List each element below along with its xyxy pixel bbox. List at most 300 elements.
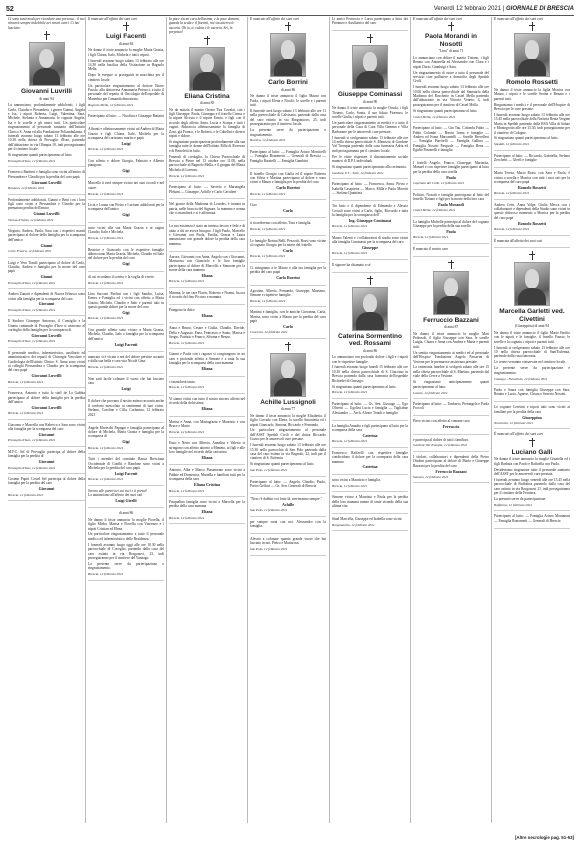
cross-icon — [204, 36, 211, 45]
cross-icon — [529, 438, 536, 447]
notice-text: Mimma, le tue care Flavio, Roberto e Noemi, ha ora il ricordo del fino Piccino e mamma. — [169, 290, 245, 300]
notice-text: È mancato il nostro caro — [413, 246, 449, 251]
obituary-notice — [8, 319, 85, 348]
notice-signature-name: Luigi Girelli — [115, 497, 137, 503]
notice-text: Lo annunciano con profondo dolore i figli e i nipoti con le rispettive famiglie. — [332, 355, 408, 364]
notice-text: Le famiglie Borina Belli, Pezzotti, Rossi sono vicine al cognato Giorgio per la morte del fratello — [250, 238, 326, 248]
notice-place-date: Brescia, 12 febbraio 2021 — [332, 483, 368, 488]
notice-text: I funerali si svolgeranno sabato 13 febbraio alle ore 10 nella chiesa parrocchiale di Sant'Eufemia, partendo dalla casa funeraria. — [494, 345, 570, 359]
obituary-notice — [169, 420, 245, 439]
notice-signature-name: Carlo Borrini — [276, 185, 300, 191]
obituary-notice — [250, 172, 326, 201]
obituary-notice — [88, 181, 164, 200]
deceased-name: Eliana Cristina — [184, 92, 230, 100]
obituary-notice — [494, 171, 570, 200]
notice-text: Le cognate Ceresini e nipoti tutti sono vicini ai familiari per la perdita della cara — [494, 405, 570, 414]
cross-icon — [367, 34, 374, 43]
notice-place-date: Spedali, 12 febbraio 2021 — [494, 142, 530, 147]
notice-place-date: Brescia, 12 febbraio 2021 — [88, 445, 124, 450]
obituary-notice — [8, 423, 85, 447]
obituary-notice — [332, 236, 408, 260]
obituary-notice — [494, 251, 570, 384]
obituary-column — [166, 17, 247, 823]
notice-text: Ne danno il triste annuncio la moglie Maria Grazia, i figli Chiara, Italo, Michela e tutti i nipoti. — [88, 48, 164, 57]
obituary-notice — [169, 308, 245, 323]
notice-text: Con affetto e dolore Giorgio, Fabrizio e Alberto piangono — [88, 158, 164, 168]
notice-text: Ne danno il triste annuncio la moglie Fiorella, il figlio Mirko, Marisa e Fiorella con Vincenzo e i nipoti Cristian ed Elena. — [88, 517, 164, 531]
notice-text: Mauro Valenti e i collaboratori di studio sono vicini alla famiglia Cominassi per la scomparsa del caro — [332, 235, 408, 245]
obituary-notice — [169, 468, 245, 497]
notice-text: Lina Sacconi Paolini con i figli Sandro, Luisa, Ermes e Famiglia ed i vicini con affetto a Maria Grazia, Michela, Claudio e Italo e parenti tutti in questo grande dolore per la morte del caro — [88, 291, 164, 310]
notice-place-date: Brescia, 12 febbraio 2021 — [88, 236, 124, 241]
notice-text: Il fratello Giorgio con Giulia ed il nipote Roberto con Silvia e Martina partecipano al dolore e sono vicini a Mauro e famiglia per la perdita del caro — [250, 171, 326, 185]
notice-place-date: Brescia, 12 febbraio 2021 — [169, 340, 205, 345]
notice-text: Partecipano al lutto: — Gs. Sen. Gussago — Ugo Olivetti — Ugolini Lucia e famiglia — Tagliabue Alessandro — Arch. Alvaro Tonoli e famiglia — [332, 401, 408, 415]
deceased-name: Carlo Borrini — [268, 79, 308, 87]
notice-place-date: Gardone V.T. - Salò, 12 febbraio 2021 — [332, 171, 384, 175]
notice-place-date: Brescia, 12 febbraio 2021 — [169, 385, 205, 390]
notice-signature-name: Gianni — [40, 242, 53, 248]
notice-place-date: Provaglio d'Iseo, 12 febbraio 2021 — [8, 307, 56, 312]
notice-text: Enzo e Nerio con Alberto, Annalisa e Valerio si stringono con affetto attorno a Mimmo, ai figli e alle loro famiglie nel ricordo della carissima — [169, 441, 245, 455]
notice-text: "Non c'è dubbio voi foste là, rinvieranno sempre." — [250, 496, 323, 501]
notice-text: Il funerale avrà luogo sabato 13 febbraio alle ore 11 nella parrocchiale di Calvisano, partendo dalla casa del caro estinto in via Borgonuovo, 25, indi proseguiranno per il cimitero locale. — [250, 109, 326, 127]
obituary-notice — [88, 426, 164, 455]
obituary-notice — [88, 275, 164, 289]
notice-place-date: Brescia, 12 febbraio 2021 — [8, 379, 44, 384]
notice-signature-name: Eliana — [201, 406, 213, 412]
obituary-notice — [169, 326, 245, 349]
deceased-age: (Giuseppina) di anni 94 — [514, 324, 550, 329]
notice-text: La presente serve da partecipazione e ringraziamento. — [250, 128, 326, 137]
notice-text: La cerimonia funebre si svolgerà sabato alle ore 15 nella chiesa parrocchiale di S. Martino, partendo dal viale della Cerve a Vestone. — [413, 365, 489, 379]
obituary-notice — [88, 399, 164, 422]
notice-quote: In pace sia mi cara bellissima, e la pace donami, guarda la scala e il fiorenti, noi sia atterra le ascoria. Oh io, ti, valeta e le ascoria. Sei, in perpetuo! — [169, 17, 240, 35]
page-header — [6, 3, 574, 16]
notice-quote: Sereno alle pareti nei sui voci e ti portai! — [88, 488, 148, 493]
obituary-notice — [88, 248, 164, 272]
obituary-notice — [413, 419, 489, 434]
notice-text: ci mancherà tanto. — [169, 379, 196, 384]
notice-place-date: Brescia, 12 febbraio 2021 — [494, 191, 530, 196]
notice-text: Andrea Cerri, Anna Volpe, Giulia Mecca con i collaboratori e dipendenti della Studio sono vicini in questo doloroso momento a Monica per la perdita del caro papà — [494, 202, 570, 220]
notice-place-date: Brescia, 12 febbraio 2021 — [332, 224, 368, 229]
notice-text: Francesco Raffaelli con rispettive famiglie condividono il dolore per la scomparsa della cara mamma — [332, 450, 408, 464]
notice-signature-name: Gigi — [122, 167, 130, 173]
notice-text: Gianni e Paola con i ragazzi si congiungono in un caro e profondo affetto a Simone e a tutta la sua famiglia per la scomparsa della cara mamma — [169, 352, 245, 366]
notice-text: Ne danno il triste annuncio la moglie Mari Pedersoli, il figlio Giuseppe con Sara, le sorelle Luigia, Chiara e Anna con Andrea e Marta e parenti tutti. — [413, 331, 489, 349]
notice-text: Un ringraziamento di cuore a tutto il personale del servizio cure palliative a domicilio degli Spedali Civili. — [413, 70, 489, 84]
notice-text: La famiglia Amadio e figli partecipano al lutto per la scomparsa della cara — [332, 423, 408, 432]
page-number: 52 — [6, 5, 14, 13]
obituary-notice — [413, 247, 489, 257]
notice-text: I funerali avranno luogo sabato 13 febbraio alle ore 14.30 nella basilica della Visitazione in Bagnolo Mella. — [88, 58, 164, 72]
obituary-notice — [169, 380, 245, 394]
notice-place-date: Borzano, 12 febbraio 2021 — [8, 186, 45, 191]
obituary-notice — [332, 204, 408, 233]
notice-text: Angela Moreschi Papagni e famiglia partecipano al dolore di Michela, Maria Grazia e famiglia per la scomparsa di — [88, 425, 164, 439]
notice-signature-name: Eliana — [201, 312, 213, 318]
portrait-photo — [189, 47, 225, 91]
notice-signature-name: Eliana — [201, 366, 213, 372]
notice-text: Ringraziamo i medici e il personale dell'Hospice di Brescia per le cure prestate. — [494, 102, 570, 112]
obituary-notice — [8, 450, 85, 474]
notice-text: Partecipano al lutto: — Famiglia Arturo Montanari — Famiglia Bonometti — Generali di Brescia — [494, 514, 570, 523]
notice-text: Il signore ha chiamato a sé — [332, 262, 371, 267]
obituary-notice — [88, 355, 164, 374]
obituary-notice — [494, 17, 570, 151]
notice-place-date: Brescia, 12 febbraio 2021 — [494, 227, 530, 232]
obituary-column — [247, 17, 328, 823]
notice-text: La presente serve da partecipazione e ringraziamento. — [494, 366, 570, 375]
obituary-notice — [88, 127, 164, 156]
notice-text: mancato sì è vicino a noi del dolore persiste accanto e dalla sua bella e cara vita Nicolé Gina. — [88, 355, 164, 364]
obituary-notice — [250, 239, 326, 263]
notice-text: Piangono la dolce — [169, 307, 195, 312]
notice-signature-name: Giovanni Luvrilli — [31, 404, 62, 410]
deceased-name: Luciano Galli — [511, 448, 553, 456]
notice-text: I funerali avranno luogo lunedì 15 febbraio alle ore 10.30 nella chiesa parrocchiale di S. Giacomo in Brescia partendo dalla casa funeraria dell'ospedale Richiedei di Gussago. — [332, 365, 408, 383]
notice-text: Ne danno il triste annuncio il figlio Mauro con Paola, i nipoti Elena e Nicolò, le sorelle e i parenti tutti. — [250, 94, 326, 108]
notice-place-date: Concesio, 12 febbraio 2021 — [250, 330, 288, 335]
notice-text: Vi siamo vicini con tutto il nostro sincero affetto nel ricordo della dolcissima — [169, 396, 245, 406]
obituary-notice — [8, 198, 85, 227]
notice-text: sono vicini a Maurizio e famiglia. — [332, 477, 381, 482]
obituary-notice — [88, 328, 164, 352]
notice-text: Un particolare ringraziamento ai medici e a tutto il personale della Casa di Cura Villa Gemma e Villa Barbarano per le amorevoli cure prestate. — [332, 120, 408, 134]
obituary-notice — [88, 511, 164, 580]
deceased-age: di anni 87 — [443, 325, 459, 330]
notice-text: Luigi e Vera Tonoli partecipano al dolore di Carlo, Claudio, Andrea e famiglia per la morte del caro papà — [8, 260, 85, 274]
notice-text: Affranti e affettuosamente vicini ad Andrea di Maria Grazia e figli Chiara, Italo, Michela per la scomparsa del carissimo marito e papà — [88, 127, 164, 140]
notice-place-date: Nuvolento, 12 febbraio 2021 — [494, 420, 533, 425]
notice-text: Profondamente addolorati, Gianni e Betti con i loro figli sono vicini a Piersandrea e Claudio per la prematura perdita dell'amico — [8, 197, 85, 211]
notice-text: Per le visite rispettare il distanziamento sociale munirsi di D.P.I. individuali. — [332, 154, 408, 164]
notice-place-date: Provaglio d'Iseo, 12 febbraio 2021 — [8, 465, 56, 470]
deceased-name: Giuseppe Cominassi — [337, 91, 403, 99]
deceased-age: di anni 85 — [199, 101, 215, 106]
deceased-age: "Lina" di anni 71 — [438, 49, 464, 54]
notice-text: Ne danno il triste annuncio il figlio Mario Emilio con le nipoti e le famiglie, il fratello Fausto, le sorelle e la cognata, i nipoti e parenti tutti. — [494, 330, 570, 344]
notice-text: Politico, Nosotti e famiglia partecipano al lutto del fratello Tiziano e figli per la morte della loro cara — [413, 192, 489, 201]
notice-text: Andrea Zanotti e dipendenti di Nuova Erbusco sono vicini alla famiglia per la scomparsa del caro — [8, 292, 85, 301]
notice-place-date: Brescia, 12 febbraio 2021 — [332, 251, 368, 256]
notice-place-date: Provaglio d'Iseo, 12 febbraio 2021 — [8, 438, 56, 443]
obituary-notice — [250, 520, 326, 534]
deceased-age: di anni 94 — [39, 96, 54, 101]
cross-icon — [529, 251, 536, 260]
obituary-column — [6, 17, 87, 823]
notice-place-date: Sarezzo, 12 febbraio 2021 — [413, 474, 449, 479]
obituary-notice — [332, 17, 408, 31]
notice-place-date: Provaglio d'Iseo, 12 febbraio 2021 — [8, 339, 56, 344]
notice-text: Si ringraziano quanti parteciperanno al lutto. — [494, 136, 559, 141]
notice-text: Partecipano al lutto: — Umberto, Pierangela e Paola Foccoli — [413, 401, 489, 411]
notice-quote: Il mancato all'affetto dei suoi cari — [88, 17, 137, 21]
obituary-notice — [8, 229, 85, 258]
obituary-notice — [332, 478, 408, 492]
deceased-name: Paola Morandi in Nosotti — [424, 33, 477, 48]
notice-text: Agostino, Alberto, Fernando, Giuseppe, Massimo, Simone e rispettive famiglie. — [250, 288, 326, 297]
notice-text: La famiglia Michelle partecipa al dolore del cognato Giuseppe per la perdita della sua sorella — [413, 219, 489, 229]
notice-signature-name: Giovanni — [38, 301, 55, 307]
notice-place-date: Brescia, 12 febbraio 2021 — [332, 390, 368, 395]
obituary-notice — [169, 500, 245, 524]
notice-place-date: Borsica, 12 febbraio 2021 — [250, 138, 286, 143]
notice-signature-name: Ing. Giuseppe Cominassi — [348, 217, 392, 223]
notice-place-date: Brescia, 12 febbraio 2021 — [88, 147, 124, 152]
notice-place-date: Brescia, 12 febbraio 2021 — [250, 227, 286, 232]
notice-text: Marcella ti avrà sempre vicino nei suoi ricordi e nel cuore. — [88, 181, 164, 190]
obituary-notice — [413, 126, 489, 158]
continuation-note: [Altre necrologie pag. 51-53] — [514, 835, 574, 840]
portrait-photo — [514, 262, 550, 306]
notice-text: M.F.C. Sel di Provaglio partecipa al dolore della famiglia per la perdita di — [8, 449, 85, 459]
obituary-notice — [494, 405, 570, 429]
obituary-notice — [332, 34, 408, 179]
portrait-photo — [514, 33, 550, 77]
notice-place-date: Cazzago - Nuvolento, 12 febbraio 2021 — [494, 376, 548, 381]
obituary-notice — [413, 193, 489, 217]
obituary-column — [491, 17, 572, 823]
notice-text: I funerali si svolgeranno sabato 13 febbraio alle ore 14 nella chiesa parrocchiale S. Maurizio di Gardone Val Trompia partendo dalla casa funeraria Adria ed indi proseguiranno per il cimitero locale. — [332, 135, 408, 153]
obituary-notice — [88, 489, 164, 509]
notice-text: ti ricorderemo con affetto. Tina e famiglia. — [250, 221, 312, 226]
notice-text: I fratelli Angelo, Franco, Giuseppe, Mariarita, Manuel e con rispettive famiglie partecipano al lutto per la perdita della cara sorella — [413, 161, 489, 174]
obituary-notice — [494, 514, 570, 528]
notice-signature-name: Eliana — [201, 509, 213, 515]
notice-signature-name: Achille — [282, 501, 294, 507]
obituary-notice — [88, 203, 164, 223]
notice-text: Tutti i membri del comitato Banca Bresciana Occidentale di Conflit e Randone sono vicini a Michela per la perdita del caro papà — [88, 457, 164, 470]
notice-place-date: Brescia, 12 febbraio 2021 — [88, 477, 124, 482]
notice-quote: È mancato all'affetto dei suoi cari — [250, 17, 299, 21]
notice-place-date: Brescia, 12 febbraio 2021 — [250, 254, 286, 259]
obituary-notice — [169, 224, 245, 252]
notice-text: e partecipa al dolore di tutti i familiari. — [413, 437, 469, 442]
notice-text: I funerali avranno luogo sabato 13 febbraio alle ore 15.45 nella parrocchiale della Natività Beata Vergine Maria in Spedali partendo dalla RSA Villa di Salute e Montegrotto alle ore 13.30, indi proseguiranno per il cimitero di Cologne. — [494, 112, 571, 135]
notice-signature-name: Paola Morandi — [438, 201, 464, 207]
notice-text: Si ringraziano quanti parteciperanno al lutto. — [332, 384, 397, 389]
notice-signature-name: Giuseppina — [522, 414, 542, 420]
notice-place-date: Brescia, 12 febbraio 2021 — [88, 191, 124, 196]
notice-text: Ne danno il triste annuncio la moglie Orsola, i figli Tiziano, Carlo, Sonia, il suo fidato Fiorenzo, le sorelle Giulia, i nipoti e parenti tutti. — [332, 106, 408, 120]
notice-text: Anna e Bruno, Cesare e Giulia, Claudio, Davide, Della e Augusto, Enea, Francesco e Santo, Marisa e Sergio, Patrizio e Franco, Silvana e Renzo. — [169, 326, 245, 340]
notice-text: Il personale medico, infermieristico, ausiliario ed amministrativo dei reparti di Chirurgia Vascolare e Cardiologia dell'Istituto Clinico S. Anna sono vicini ai colleghi Piersandrea e Claudio per la scomparsa del caro papà — [8, 350, 85, 373]
notice-place-date: Provaglio d'Iseo, 12 febbraio 2021 — [8, 280, 56, 285]
notice-text: Licia e Luana con Pietro e Luciano addolorati per la scomparsa dell'amico — [88, 203, 164, 212]
notice-place-date: Brescia, 12 febbraio 2021 — [169, 429, 205, 434]
notice-signature-name: Luigi Facenti — [114, 470, 138, 476]
cross-icon — [367, 276, 374, 285]
deceased-age: di anni 86 — [280, 87, 296, 92]
obituary-notice — [169, 185, 245, 199]
notice-place-date: Brescia, 12 febbraio 2021 — [8, 492, 44, 497]
deceased-name: Giovanni Luvrilli — [21, 88, 72, 96]
notice-text: Il Sindaco Giuseppe Amoroso, il Consiglio e la Giunta comunale di Provaglio d'Iseo si uniscono al cordoglio della famiglia per la scomparsa di — [8, 319, 85, 333]
notice-place-date: San Polo, 12 febbraio 2021 — [250, 547, 288, 552]
notice-quote: Ci sono tanti modi per ricordare una persona... il tuo rimarrà sempre indelebile nei nostri cuori. Ci hai lasciato: — [8, 17, 85, 30]
obituary-notice — [413, 260, 489, 399]
notice-text: La presente serve da partecipazione e ringraziamento. — [88, 561, 164, 571]
cross-icon — [529, 22, 536, 31]
obituary-notice — [250, 342, 326, 477]
notice-place-date: Brescia, 12 febbraio 2021 — [88, 280, 124, 285]
obituary-notice — [88, 17, 164, 111]
notice-text: Alessio a colonare quanto grande vuoto che hai lasciato in noi. Pietro e Mariarosa. — [250, 536, 326, 546]
notice-text: È mancata all'affetto dei suoi cari — [494, 238, 542, 243]
notice-text: Aurora, Giovanni con Anna, Angelo con i Giovanni, Mariarosa con Giancarlo e le loro famiglie partecipano al dolore di Marcello e Simeone per la morte della cara mamma — [169, 254, 245, 272]
obituary-notice — [88, 292, 164, 325]
notice-place-date: Borgosatollo, 12 febbraio 2021 — [332, 522, 375, 527]
obituary-notice — [250, 289, 326, 308]
portrait-photo — [270, 33, 306, 77]
obituary-notice — [413, 161, 489, 190]
notice-text: Piero vicino con affetto al comune caro — [413, 419, 470, 424]
notice-text: Partecipano al lutto: — Gin Tau, Colombi Fabio — Fabio Colombi — Barosi Ivana e famiglie — Andrea ed Ivana Marcantelli — Sorelle Bercellesi — Famiglia Piacitelli — Famiglia Gallina — Famiglia Nosotti Pasquale — Famiglia Bena — Egidio Pizzarelli e famiglia — [413, 126, 489, 153]
notice-text: Funerali di cordoglio, la Chiesa Parrocchiale di Brescia a Pietre nel 13 ottobre ore 11.00, nella parrocchiale di Bagnolo Mella, e il gruppo del Maria Michela di Lorenzo. — [169, 154, 245, 172]
header-masthead: Venerdì 12 febbraio 2021 | GIORNALE DI BRESCIA — [433, 6, 574, 12]
obituary-notice — [250, 497, 326, 517]
notice-text: La annunciano, profondamente addolorati, i figli Carlo, Claudio e Pierandrea, i generi Gianni, Angela e Isa, i nipoti Roberta, Luigi, Valentina, Sara, Michele, Stefania e Annamaria, le cognate Angela, Isa e le sorelle e gli amici tutti. Un particolare ringraziamento al personale sanitario dell'Istituto Clinico S. Anna ed alla Fondazione Poliambulanza. I funerali avranno luogo sabato 13 febbraio alle ore 10.30 nella chiesa di Provaglio d'Iseo, partendo dall'abitazione in via Olimpia 10, indi proseguiranno per il cimitero locale. — [8, 103, 85, 152]
notice-signature-name: Romolo Rossetti — [518, 220, 546, 226]
notice-signature-name: Ferruccio Bazzani — [435, 468, 467, 474]
cross-icon — [448, 22, 455, 31]
deceased-name: Caterina Sormentino ved. Rossami — [338, 332, 402, 348]
notice-signature-name: Giovanni — [38, 431, 55, 437]
notice-signature-name: Giuseppe — [361, 244, 378, 250]
notice-text: Beatrice e Giancarlo con le rispettive famiglie abbracciano Maria Grazia, Michela, Claudio ed Italo nel dolore per la perdita del caro — [88, 247, 164, 261]
notice-place-date: Buffalora, 12 febbraio 2021 — [494, 502, 533, 507]
notice-text: Maria Teresa, Mario Rossi, con Sara e Paola, è vicina a sorella e Monica con tutti i suoi cari per la scomparsa del caro papà — [494, 171, 570, 184]
notice-text: I funerali avranno luogo sabato 13 febbraio alle ore 10.00 nella chiesa parrocchiale del Santuario della Madonna del Boschetto in Castel Mella partendo dall'abitazione in via Vittorio Veneto, 4, indi proseguiranno per il cimitero di Castel Mella. — [413, 85, 489, 107]
obituary-notice — [8, 391, 85, 420]
notice-place-date: Gardone Val Trompia, 12 febbraio 2021 — [413, 443, 468, 448]
obituary-notice — [169, 352, 245, 376]
obituary-notice — [413, 438, 489, 452]
obituary-notice — [169, 202, 245, 221]
obituary-notice — [250, 203, 326, 218]
notice-text: Paolo e Saura con famiglia Giuseppe con Sara, Renato e Lucia, Agnese, Chiara e Saverio Nosotti. — [494, 387, 570, 397]
portrait-photo — [433, 271, 469, 315]
notice-text: Partecipano al lutto: — Riccardo, Gabriella, Stefano Zecchetti — Gleeli e famiglie — [494, 153, 570, 163]
obituary-notice — [8, 170, 85, 194]
notice-signature-name: Caterina — [362, 432, 378, 438]
obituary-notice — [332, 402, 408, 421]
notice-signature-name: Luigi Facenti — [114, 341, 138, 347]
cross-icon — [123, 22, 130, 31]
obituary-notice — [88, 457, 164, 486]
notice-text: Simone vicino a Maurizio e Paola per la perdita della loro mamma nonno di tante vicende della sua ultima vita — [332, 495, 408, 508]
notice-signature-name: Giovanni — [38, 459, 55, 465]
notice-place-date: Brescia, 12 febbraio 2021 — [88, 572, 124, 577]
notice-place-date: Castel Mella, 12 febbraio 2021 — [413, 114, 456, 119]
notice-text: La presente serve da partecipazione. — [494, 497, 547, 502]
notice-text: Partecipano al lutto: — Angelo, Claudio, Paolo, Pietro Gelfosi — Gs. Sen. Generali di Brescia — [250, 479, 326, 489]
notice-signature-name: Luigi — [121, 386, 131, 392]
notice-place-date: Brescia, 12 febbraio 2021 — [169, 279, 205, 284]
notice-place-date: Corte Franca, 12 febbraio 2021 — [8, 249, 52, 254]
notice-place-date: Brescia, 12 febbraio 2021 — [250, 298, 286, 303]
notice-place-date: Castel Mella, 12 febbraio 2021 — [413, 208, 456, 213]
obituary-notice — [88, 226, 164, 245]
obituary-notice — [8, 261, 85, 290]
notice-place-date: Brescia, 12 febbraio 2021 — [413, 235, 449, 240]
cross-icon — [448, 260, 455, 269]
deceased-name: Marcella Garletti ved. Civettini — [499, 308, 565, 323]
notice-text: Il dolore che provano il nostro animo racconta anche il conforto mescolato ai sentimenti di tuoi vicini. Stefano, Caroline e Cilla, Corbarina, 12 febbraio 2021 — [88, 399, 164, 417]
notice-text: Partecipano al lutto: — Francesca, Anna, Pietro e Isabella Casapietra — Marco, Milla e Paolo Moretti — Stefano Quattrina — [332, 182, 408, 196]
notice-text: Marisa e Anna, con Mariagrazia e Maurizio e con Bruce e Mario — [169, 419, 245, 428]
notice-place-date: Brescia, 12 febbraio 2021 — [169, 173, 205, 178]
obituary-column — [329, 17, 410, 823]
notice-place-date: San Polo, 12 febbraio 2021 — [250, 508, 288, 513]
notice-text: Cosimo Papiri Costel Sel partecipa al dolore della famiglia per la perdita del caro — [8, 476, 85, 486]
notice-text: I funerali avranno luogo oggi alle ore 10.30 nella parrocchiale di Cocoglio, partendo dalla casa del caro estinto in via Borgonovi, 23, indi proseguiranno per il cimitero del Vanzago. — [88, 542, 164, 560]
deceased-age: di anni 86 — [118, 511, 134, 516]
notice-text: Un particolare ringraziamento al personale dell'ASST Spedali Civili e del dottor Riccardo Gozzo per le amorevoli cure prestate. — [250, 428, 326, 442]
notice-signature-name: Eliana — [201, 272, 213, 278]
obituary-notice — [250, 480, 326, 494]
notice-text: Partecipano al lutto: — Nicolina e Giuseppe Battaini — [88, 114, 164, 119]
deceased-name: Romolo Rossetti — [506, 79, 558, 87]
notice-text: Un particolare ringraziamento a tutto il personale medico ed infermieristico delle Residenza. — [88, 532, 164, 541]
deceased-name: Achille Lussignoli — [260, 398, 316, 406]
obituary-notice — [250, 221, 326, 235]
notice-text: Si ringraziano anticipatamente quanti parteciperanno al lutto. — [413, 380, 489, 389]
obituary-column — [410, 17, 491, 823]
obituary-notice — [88, 114, 164, 124]
obituary-notice — [250, 150, 326, 169]
notice-signature-name: Ferruccio — [442, 424, 460, 430]
obituary-notice — [169, 17, 245, 182]
notice-text: Si ringraziano quanti parteciperanno alla cerimonia. — [332, 165, 407, 170]
obituary-notice — [169, 397, 245, 417]
notice-signature-name: Giovanni — [38, 486, 55, 492]
obituary-notice — [169, 291, 245, 305]
notice-text: Sinal Marcella, Giuseppe ed Isabella sono vicini — [332, 516, 402, 521]
obituary-notice — [413, 17, 489, 123]
obituary-notice — [8, 477, 85, 501]
obituary-notice — [332, 424, 408, 448]
notice-signature-name: Giovanni Luvrilli — [31, 179, 62, 185]
deceased-age: di anni 86 — [362, 348, 378, 353]
notice-place-date: Provaglio d'Iseo, 12 febbraio 2021 — [8, 159, 56, 163]
obituary-notice — [494, 388, 570, 402]
notice-place-date: Verona d'Oglio, 12 febbraio 2021 — [8, 217, 54, 222]
cross-icon — [285, 22, 292, 31]
notice-text: Si ringraziano partecipazioni profondamente alla sua famiglia tutte le donne dell'Istituto Rilla di Rovezzo e di Bettoletti in lutto. — [169, 139, 245, 153]
notice-text: Partecipano al lutto: — Saverio e Mariangela Plebani — Giuseppe, Achille e Carlo Cavalieri — [169, 185, 245, 194]
notice-text: Nel giorno della Madonna di Lourdes, è tornata in patria, nelle braccia del Signore, la mamma e nonna che ci mancherà e si è affermata. — [169, 202, 245, 216]
obituary-notice — [332, 517, 408, 531]
notice-signature-name: Eliana Cristina — [193, 482, 221, 488]
notice-text: Dopo le esequie si proseguirà in macchina per il cimitero locale. — [88, 73, 164, 82]
deceased-name: Luigi Facenti — [105, 33, 147, 41]
obituary-notice — [332, 276, 408, 399]
notice-text: Pasqualina famiglia sono vicini a Marcella per la perdita della cara mamma — [169, 499, 245, 509]
notice-place-date: Brescia, 12 febbraio 2021 — [169, 515, 205, 520]
notice-place-date: Capriano del Colle, 12 febbraio 2021 — [413, 181, 465, 186]
obituary-notice — [413, 455, 489, 484]
notice-text: Giacomo e Marcella con Rebecca e Sara sono vicini alla famiglia per la scomparsa del caro — [8, 422, 85, 432]
notice-place-date: Brescia, 12 febbraio 2021 — [88, 365, 124, 370]
notice-text: Le ceneri verranno conservate nel cimitero locale. — [494, 360, 566, 365]
notice-text: Tra lutto e il dipendente di Edmondo e Alessio Cossali sono vicini a Carlo, figlio, Riccardo e tutta la famiglia per la scomparsa dell' — [332, 204, 408, 217]
notice-text: Si ringraziano quanti parteciperanno al lutto. — [8, 153, 73, 158]
notice-text: Si ringraziano quanti parteciperanno al lutto. — [413, 108, 478, 113]
notice-place-date: Lonato, 12 febbraio 2021 — [413, 390, 448, 395]
